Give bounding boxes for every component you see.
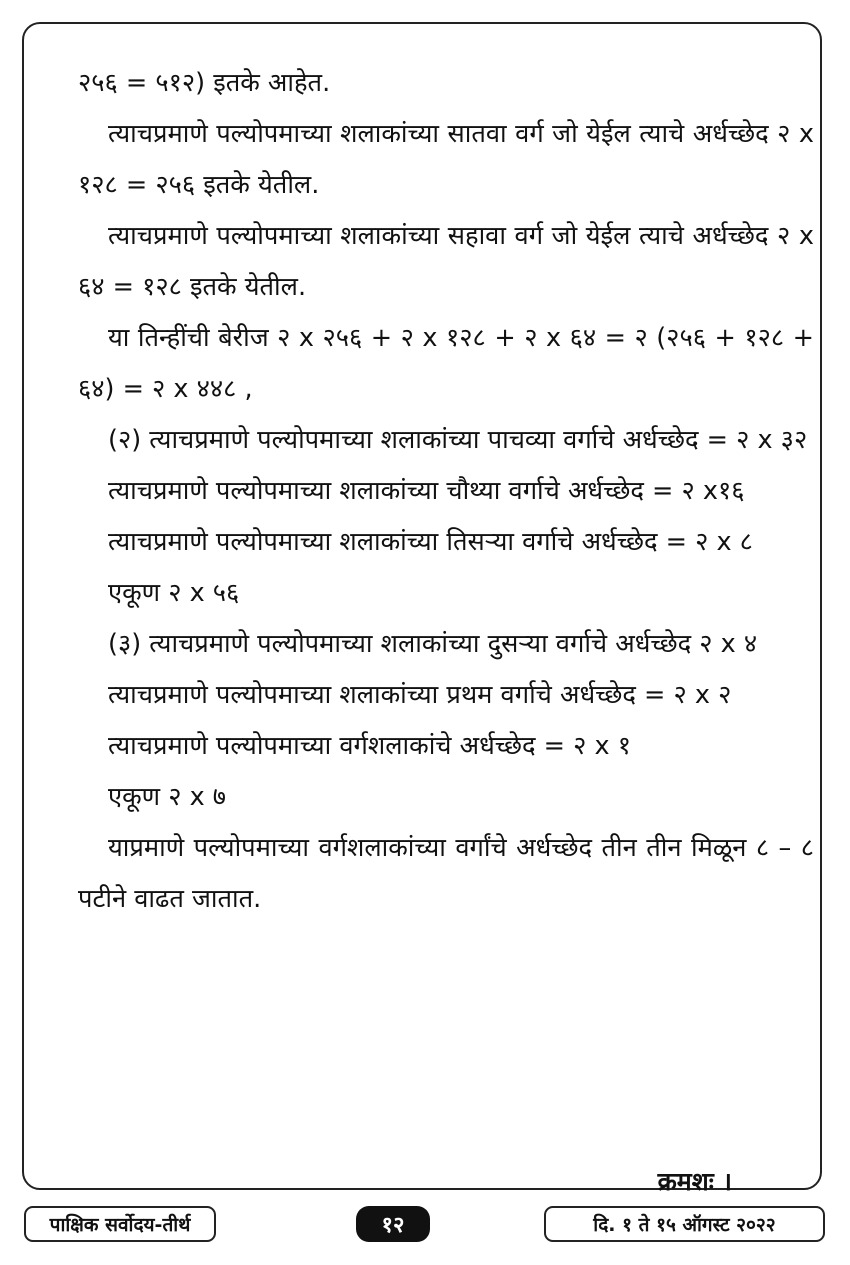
paragraph: एकूण २ x ५६ xyxy=(108,578,240,608)
paragraph: या तिन्हींची बेरीज २ x २५६ + २ x १२८ + २ x ६४ = २ (२५६ + १२८ + ६४) = २ x ४४८ , xyxy=(78,323,814,404)
issue-date: दि. १ ते १५ ऑगस्ट २०२२ xyxy=(544,1206,825,1242)
paragraph: त्याचप्रमाणे पल्योपमाच्या शलाकांच्या प्रथम वर्गाचे अर्धच्छेद = २ x २ xyxy=(108,680,732,710)
page-border-frame xyxy=(22,22,822,1196)
continued-marker: क्रमशः । xyxy=(657,1167,732,1196)
article-body xyxy=(78,58,814,925)
publication-name: पाक्षिक सर्वोदय-तीर्थ xyxy=(24,1206,216,1242)
paragraph: (३) त्याचप्रमाणे पल्योपमाच्या शलाकांच्या दुसऱ्या वर्गाचे अर्धच्छेद २ x ४ xyxy=(108,629,758,659)
paragraph: २५६ = ५१२) इतके आहेत. xyxy=(78,68,331,98)
page-number: १२ xyxy=(356,1206,430,1242)
paragraph: त्याचप्रमाणे पल्योपमाच्या शलाकांच्या चौथ्या वर्गाचे अर्धच्छेद = २ x१६ xyxy=(108,476,745,506)
paragraph: त्याचप्रमाणे पल्योपमाच्या वर्गशलाकांचे अर्धच्छेद = २ x १ xyxy=(108,731,631,761)
paragraph: एकूण २ x ७ xyxy=(108,782,227,812)
paragraph: त्याचप्रमाणे पल्योपमाच्या शलाकांच्या सातवा वर्ग जो येईल त्याचे अर्धच्छेद २ x १२८ = २५६ इतके येतील. xyxy=(78,119,814,200)
page-footer xyxy=(0,1206,850,1246)
paragraph: (२) त्याचप्रमाणे पल्योपमाच्या शलाकांच्या पाचव्या वर्गाचे अर्धच्छेद = २ x ३२ xyxy=(108,425,808,455)
paragraph: त्याचप्रमाणे पल्योपमाच्या शलाकांच्या सहावा वर्ग जो येईल त्याचे अर्धच्छेद २ x ६४ = १२८ इतके येतील. xyxy=(78,221,814,302)
paragraph: याप्रमाणे पल्योपमाच्या वर्गशलाकांच्या वर्गांचे अर्धच्छेद तीन तीन मिळून ८ – ८ पटीने वाढत जातात. xyxy=(78,833,814,914)
paragraph: त्याचप्रमाणे पल्योपमाच्या शलाकांच्या तिसऱ्या वर्गाचे अर्धच्छेद = २ x ८ xyxy=(108,527,753,557)
